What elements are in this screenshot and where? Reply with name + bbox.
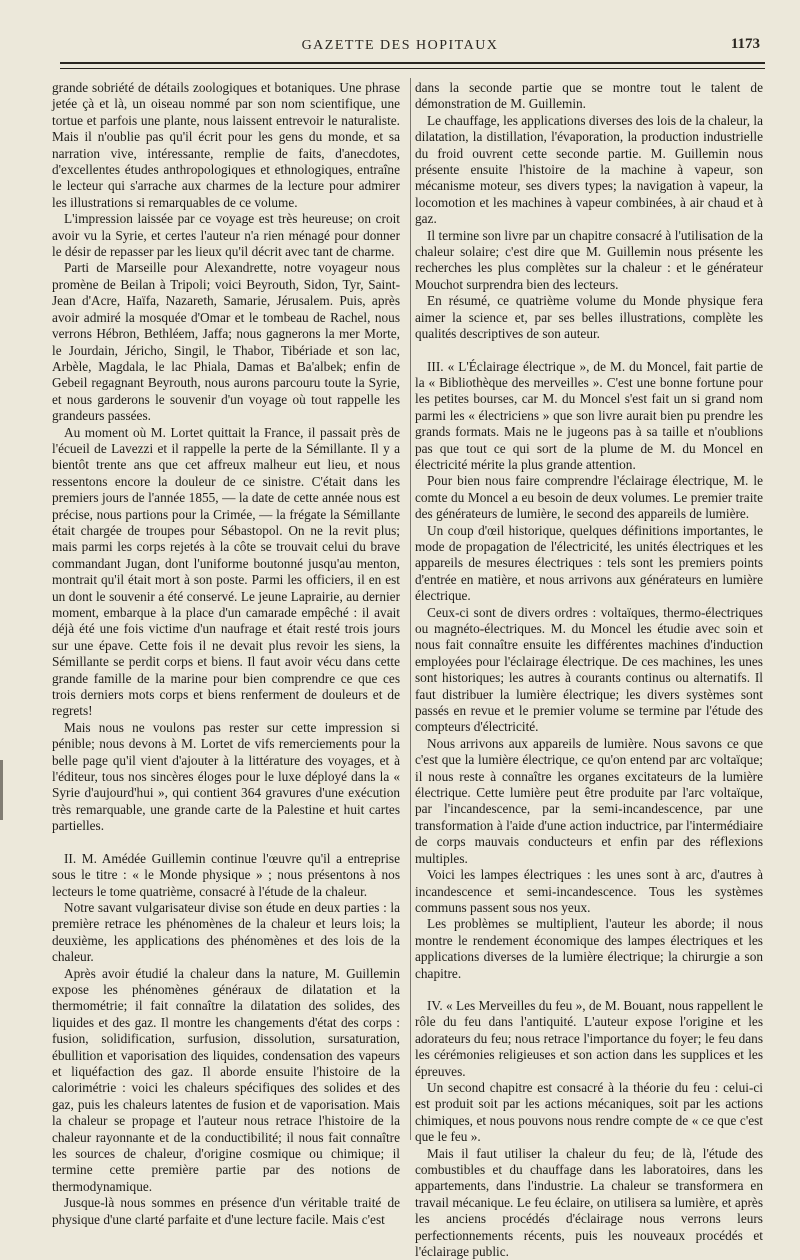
column-divider	[410, 78, 411, 1140]
paragraph: Le chauffage, les applications diverses des lois de la chaleur, la dilatation, la distillation, l'évaporation, la production industrielle du froid ouvrent cette seconde partie. M. Guillemin nous présente ensuite l'histoire de la machine à vapeur, son mécanisme moteur, ses divers types; la navigation à vapeur, la locomotion et les machines à vapeur combinées, à air chaud et à gaz.	[415, 112, 763, 227]
paragraph: Ceux-ci sont de divers ordres : voltaïques, thermo-électriques ou magnéto-électriques. M. du Moncel les étudie avec soin et nous fait connaître ensuite les différentes machines d'induction employées pour l'éclairage électrique. De ces machines, les unes sont historiques; les autres à courants continus ou alternatifs. Il faut distribuer la lumière électrique; les divers systèmes sont passés en revue et le premier volume se termine par l'étude des compteurs d'électricité.	[415, 604, 763, 735]
paragraph: Un second chapitre est consacré à la théorie du feu : celui-ci est produit soit par les actions mécaniques, soit par les actions chimiques, et nous pouvons nous rendre compte de « ce que c'est que le feu ».	[415, 1079, 763, 1145]
paragraph: dans la seconde partie que se montre tout le talent de démonstration de M. Guillemin.	[415, 80, 763, 112]
paragraph: Nous arrivons aux appareils de lumière. Nous savons ce que c'est que la lumière électrique, ce qu'on entend par arc voltaïque; il nous reste à connaître les organes excitateurs de la lumière électrique. Cette lumière peut être produite par l'arc voltaïque, par l'incandescence, par la semi-incandescence, par une transformation à l'aide d'une action inductrice, par l'intermédiaire de corps mauvais conducteurs et enfin par des réflexions multiples.	[415, 735, 763, 866]
section-heading-paragraph: III. « L'Éclairage électrique », de M. du Moncel, fait partie de la « Bibliothèque des merveilles ». C'est une bonne fortune pour les petites bourses, car M. du Moncel s'est fait un si grand nom parmi les « électriciens » que son livre aurait bien pu prendre les grands formats. Mais ne le jugeons pas à sa taille et n'oublions pas que tout ce qui sort de la plume de M. du Moncel en électricité mérite la plus grande attention.	[415, 358, 763, 472]
paragraph: En résumé, ce quatrième volume du Monde physique fera aimer la science et, par ses belles illustrations, complète les qualités descriptives de son auteur.	[415, 293, 763, 342]
right-column	[415, 80, 763, 1260]
header-rule-thick	[60, 62, 765, 64]
paragraph: Les problèmes se multiplient, l'auteur les aborde; il nous montre le rendement économique des lampes électriques et les applications diverses de la lumière électrique; la chirurgie a son chapitre.	[415, 916, 763, 981]
page-header	[30, 30, 770, 60]
paragraph: Au moment où M. Lortet quittait la France, il passait près de l'écueil de Lavezzi et il rappelle la perte de la Sémillante. Il y a bientôt trente ans que cet affreux malheur eut lieu, et nous ressentons encore la douleur de ce sinistre. C'était dans les premiers jours de l'année 1855, — la date de cette année nous est précise, nous partions pour la Crimée, — la frégate la Sémillante était chargée de troupes pour Sébastopol. On ne la revit plus; mais parmi les corps rejetés à la côte se trouvait celui du brave commandant Jugan, dont l'uniforme boutonné jusqu'au menton, montrait qu'il était mort à son poste. Parmi les officiers, il en est un dont le souvenir a été conservé. Le jeune Laprairie, au dernier moment, embarque à la place d'un camarade empêché : il avait déjà été une fois victime d'un naufrage et était resté trois jours sur une épave. Cette fois il ne devait plus revoir les siens, la Sémillante se perdit corps et biens. Il faut avoir vécu dans cette grande famille de la marine pour bien comprendre ce que ces trois derniers mots corps et biens renferment de douleurs et de regrets!	[52, 424, 400, 719]
paragraph: Notre savant vulgarisateur divise son étude en deux parties : la première retrace les phénomènes de la chaleur et leurs lois; la deuxième, les applications des phénomènes et des lois de la chaleur.	[52, 899, 400, 965]
paragraph: Un coup d'œil historique, quelques définitions importantes, le mode de propagation de l'électricité, les unités électriques et les appareils de mesures électriques : tels sont les premiers points d'entrée en matière, et nous arrivons aux générateurs en lumière électrique.	[415, 522, 763, 604]
section-gap	[52, 835, 400, 851]
paragraph: Il termine son livre par un chapitre consacré à l'utilisation de la chaleur solaire; c'est dire que M. Guillemin nous présente les recherches les plus complètes sur la chaleur : et le générateur Mouchot surprendra bien des lecteurs.	[415, 227, 763, 292]
left-column	[52, 80, 400, 1228]
paragraph: Mais il faut utiliser la chaleur du feu; de là, l'étude des combustibles et du chauffage dans les laboratoires, dans les appartements, dans l'industrie. La chaleur se transformera en travail mécanique. Le feu éclaire, on utilisera sa lumière, et après les anciens procédés d'éclairage nous verrons leurs perfectionnements récents, puis les nouveaux procédés et l'éclairage public.	[415, 1145, 763, 1260]
section-gap	[415, 982, 763, 998]
running-title: GAZETTE DES HOPITAUX	[301, 38, 499, 53]
paragraph: Parti de Marseille pour Alexandrette, notre voyageur nous promène de Beilan à Tripoli; voici Beyrouth, Sidon, Tyr, Saint-Jean d'Acre, Haïfa, Nazareth, Samarie, Jérusalem. Puis, après avoir admiré la mosquée d'Omar et le tombeau de Rachel, nous verrons Hébron, Bethléem, Jaffa; nous gagnerons la mer Morte, le Jourdain, Jéricho, Singil, le Thabor, Tibériade et son lac, Arbèle, Magdala, le lac Phiala, Damas et Ba'albek; enfin de Gebeil regagnant Beyrouth, nous aurons parcouru toute la Syrie, et nous garderons le souvenir d'un voyage où tout rappelle les grandeurs passées.	[52, 260, 400, 424]
header-rule-thin	[60, 68, 765, 69]
paragraph: Voici les lampes électriques : les unes sont à arc, d'autres à incandescence et semi-incandescence. Tous les systèmes communs passent sous nos yeux.	[415, 867, 763, 915]
section-gap	[415, 343, 763, 359]
page-number: 1173	[730, 36, 760, 52]
section-heading-paragraph: IV. « Les Merveilles du feu », de M. Bouant, nous rappellent le rôle du feu dans l'antiquité. L'auteur expose l'origine et les adorateurs du feu; nous retrace l'importance du foyer; le feu dans les cérémonies religieuses et son action dans les supplices et les épreuves.	[415, 997, 763, 1079]
paragraph: Jusque-là nous sommes en présence d'un véritable traité de physique d'une clarté parfaite et d'une lecture facile. Mais c'est	[52, 1195, 400, 1227]
paragraph: L'impression laissée par ce voyage est très heureuse; on croit avoir vu la Syrie, et certes l'auteur n'a rien ménagé pour donner le désir de repasser par les lieux qu'il décrit avec tant de charme.	[52, 211, 400, 260]
paragraph: Après avoir étudié la chaleur dans la nature, M. Guillemin expose les phénomènes généraux de dilatation et la thermométrie; il fait connaître la dilatation des solides, des liquides et des gaz. Il montre les changements d'état des corps : fusion, solidification, surfusion, dissolution, sursaturation, ébullition et vaporisation des liquides, condensation des vapeurs et liquéfaction des gaz. Il aborde ensuite l'histoire de la calorimétrie : voici les chaleurs spécifiques des solides et des gaz, puis les chaleurs latentes de fusion et de vaporisation. Mais la chaleur se propage et l'auteur nous retrace l'histoire de la chaleur rayonnante et de la conductibilité; il nous fait connaître les sources de chaleur, d'origine cosmique ou chimique; il termine cette première partie par des notions de thermodynamique.	[52, 965, 400, 1194]
paragraph: grande sobriété de détails zoologiques et botaniques. Une phrase jetée çà et là, un oiseau nommé par son nom scientifique, une tortue et parfois une plante, nous laissent entrevoir le naturaliste. Mais il n'oublie pas qu'il écrit pour les gens du monde, et sa narration vive, intéressante, remplie de faits, d'anecdotes, d'excellentes études anthropologiques et ethnologiques, entraîne le lecteur qui s'arrache aux charmes de la lecture pour admirer les illustrations si remarquables de ce volume.	[52, 80, 400, 210]
paragraph: Pour bien nous faire comprendre l'éclairage électrique, M. le comte du Moncel a eu besoin de deux volumes. Le premier traite des générateurs de lumière, le second des appareils de lumière.	[415, 473, 763, 522]
section-heading-paragraph: II. M. Amédée Guillemin continue l'œuvre qu'il a entreprise sous le titre : « le Monde physique » ; nous présentons à nos lecteurs le tome quatrième, consacré à l'étude de la chaleur.	[52, 850, 400, 899]
paragraph: Mais nous ne voulons pas rester sur cette impression si pénible; nous devons à M. Lortet de vifs remerciements pour la belle page qu'il vient d'ajouter à la littérature des voyages, et à l'éditeur, tous nos sincères éloges pour le luxe déployé dans la « Syrie d'aujourd'hui », qui contient 364 gravures d'une exécution très remarquable, une grande carte de la Palestine et huit cartes partielles.	[52, 719, 400, 834]
scan-edge-mark	[0, 760, 3, 820]
